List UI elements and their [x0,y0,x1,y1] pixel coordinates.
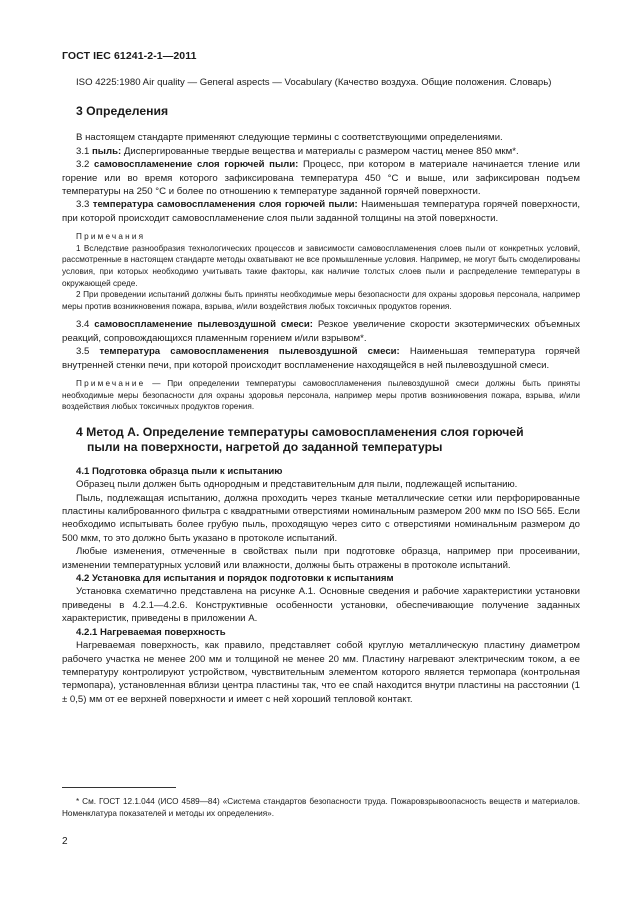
definition-term: самовоспламенение пылевоздушной смеси: [94,319,313,331]
definition-3-1 [62,145,580,158]
section-4-title-line-1: 4 Метод А. Определение температуры самовоспламенения слоя горючей [76,424,524,439]
notes-label: Примечания [76,232,146,242]
page-number: 2 [62,836,68,847]
section-3-title: 3 Определения [76,104,169,119]
page-header: ГОСТ IEC 61241-2-1—2011 [62,50,197,62]
definition-term: самовоспламенение слоя горючей пыли: [94,159,299,171]
note-1: 1 Вследствие разнообразия технологических процессов и зависимости самовоспламенения слоев пыли от конкретных условий, рассмотренные в настоящем стандарте методы охватывают не все промышленные условия. Например, не могут быть смоделированы условия, при которых необходимо учитывать такие факторы, как наличие толстых слоев пыли и распределение температуры в окружающей среде. [62,243,580,288]
subsection-4-1-title: 4.1 Подготовка образца пыли к испытанию [76,465,283,477]
definition-3-3 [62,198,580,225]
definition-number: 3.2 [76,159,90,171]
footnote: * См. ГОСТ 12.1.044 (ИСО 4589—84) «Система стандартов безопасности труда. Пожаровзрывоопасность веществ и материалов. Номенклатура показателей и методы их определения». [62,797,580,818]
definition-term: температура самовоспламенения слоя горючей пыли: [92,199,358,211]
subsection-4-1-paragraph-2: Пыль, подлежащая испытанию, должна проходить через тканые металлические сетки или перфорированные пластины калиброванного фильтра с квадратными отверстиями номинальным размером 200 мкм по ISO 565. Если необходимо испытывать более грубую пыль, проходящую через сито с отверстиями номинальным размером до 500 мкм, то это должно быть указано в протоколе испытаний. [62,492,580,544]
definition-term: температура самовоспламенения пылевоздушной смеси: [99,346,400,358]
subsection-4-2-paragraph-1: Установка схематично представлена на рисунке А.1. Основные сведения и рабочие характеристики установки приведены в 4.2.1—4.2.6. Конструктивные особенности установки, обеспечивающие получение заданных характеристик, приведены в приложении А. [62,586,580,625]
note-label: Примечание [76,379,146,389]
subsection-4-2-1-paragraph-1: Нагреваемая поверхность, как правило, представляет собой круглую металлическую пластину диаметром рабочего участка не менее 200 мм и толщиной не менее 20 мм. Пластину нагревают электрическим током, а ее температуру контролируют устройством, чувствительным элементом которого является термопара (контрольная термопара), установленная вблизи центра пластины так, что ее спай находится внутри пластины на расстоянии (1 ± 0,5) мм от ее верхней поверхности и имеет с ней хороший тепловой контакт. [62,640,580,705]
definition-number: 3.3 [76,199,90,211]
subsection-4-2-1-title: 4.2.1 Нагреваемая поверхность [76,626,226,638]
note-text: — При определении температуры самовоспламенения пылевоздушной смеси должны быть приняты необходимые меры безопасности для охраны здоровья персонала, например меры против возникновения пожара, взрыва, и/или воздействия любых токсичных продуктов горения. [62,379,580,412]
definition-3-2 [62,158,580,198]
definition-text: Наименьшая температура горячей поверхности, при которой происходит самовоспламенение слоя пыли заданной толщины на этой поверхности. [62,199,580,224]
definition-text: Диспергированные твердые вещества и материалы с размером частиц менее 850 мкм*. [123,145,519,157]
definition-3-5 [62,345,580,372]
definition-text: Процесс, при котором в материале начинается тление или горение или во время которого зафиксирована температура 450 °С и выше, или зафиксирован подъем температуры на 250 °С и более по отношению к температуре заданной горячей поверхности. [62,159,580,198]
definition-3-4 [62,318,580,345]
definition-term: пыль: [92,145,122,157]
definition-text: Резкое увеличение скорости экзотермических объемных реакций, сопровождающихся пламенным горением и/или взрывом*. [62,319,580,344]
definition-number: 3.1 [76,145,90,157]
definition-number: 3.5 [76,346,90,358]
section-3-intro: В настоящем стандарте применяют следующие термины с соответствующими определениями. [76,132,503,144]
definition-text: Наименьшая температура горячей внутренней стенки печи, при которой происходит воспламенение находящейся в ней пылевоздушной смеси. [62,346,580,371]
footnote-divider [62,787,176,788]
section-4-title-line-2: пыли на поверхности, нагретой до заданной температуры [87,439,443,454]
subsection-4-1-paragraph-3: Любые изменения, отмеченные в свойствах пыли при подготовке образца, например при просеивании, изменении температурных условий или влажности, должны быть отражены в протоколе испытаний. [62,546,580,571]
definition-number: 3.4 [76,319,90,331]
subsection-4-1-paragraph-1: Образец пыли должен быть однородным и представительным для пыли, подлежащей испытанию. [76,479,518,491]
reference-iso-4225: ISO 4225:1980 Air quality — General aspects — Vocabulary (Качество воздуха. Общие положения. Словарь) [76,77,552,88]
note-2: 2 При проведении испытаний должны быть приняты необходимые меры безопасности для охраны здоровья персонала, например меры против возникновения пожара, взрыва, и/или воздействия любых токсичных продуктов горения. [62,290,580,311]
section-4-title [76,425,580,455]
subsection-4-2-title: 4.2 Установка для испытания и порядок подготовки к испытаниям [76,573,394,585]
page-content [62,76,580,706]
note-single [62,378,580,413]
